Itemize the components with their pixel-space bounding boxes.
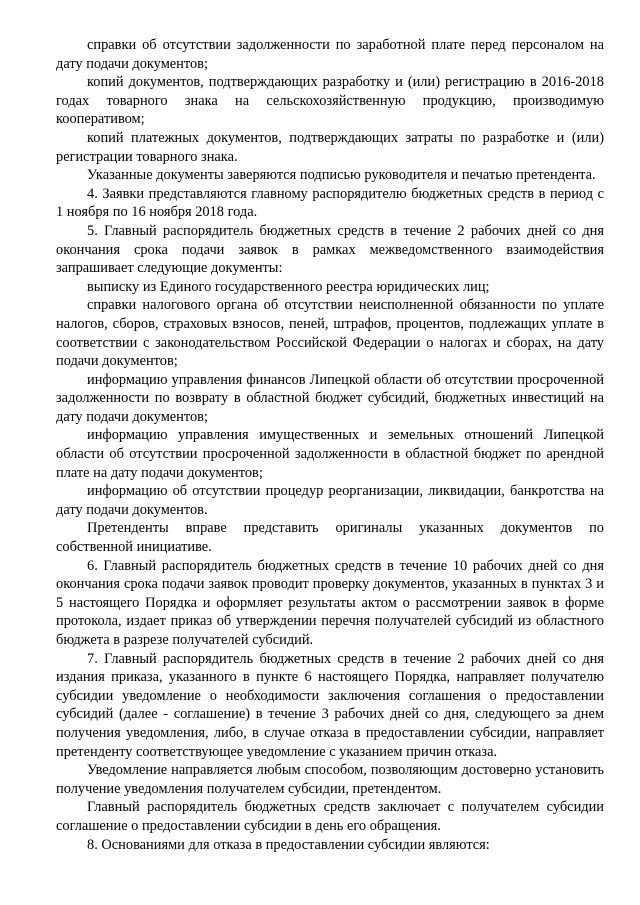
paragraph-reorganization-info: информацию об отсутствии процедур реорганизации, ликвидации, банкротства на дату подачи документов. bbox=[56, 483, 604, 518]
paragraph-item-8: 8. Основаниями для отказа в предоставлении субсидии являются: bbox=[87, 836, 490, 853]
paragraph-own-initiative: Претенденты вправе представить оригиналы указанных документов по собственной инициативе. bbox=[56, 520, 604, 556]
paragraph-item-5: 5. Главный распорядитель бюджетных средств в течение 2 рабочих дней со дня окончания срока подачи заявок в рамках межведомственного взаимодействия запрашивает следующие документы: bbox=[56, 222, 604, 277]
paragraph-property-info: информацию управления имущественных и земельных отношений Липецкой области об отсутствии просроченной задолженности в областной бюджет по арендной плате на дату подачи документов; bbox=[56, 427, 604, 481]
paragraph-certification: Указанные документы заверяются подписью руководителя и печатью претендента. bbox=[87, 167, 596, 184]
paragraph-notification: Уведомление направляется любым способом, позволяющим достоверно установить получение уведомления получателем субсидии, претендентом. bbox=[56, 762, 604, 797]
paragraph-tax-certificate: справки налогового органа об отсутствии неисполненной обязанности по уплате налогов, сборов, страховых взносов, пеней, штрафов, процентов, подлежащих уплате в соответствии с законодательством Российской Федерации о налогах и сборах, на дату подачи документов; bbox=[56, 297, 604, 370]
paragraph-finance-info: информацию управления финансов Липецкой области об отсутствии просроченной задолженности по возврату в областной бюджет субсидий, бюджетных инвестиций на дату подачи документов; bbox=[56, 371, 604, 425]
document-body bbox=[56, 36, 604, 854]
paragraph-payment-copies: копий платежных документов, подтверждающих затраты по разработке и (или) регистрации товарного знака. bbox=[56, 129, 604, 165]
paragraph-item-7: 7. Главный распорядитель бюджетных средств в течение 2 рабочих дней со дня издания приказа, указанного в пункте 6 настоящего Порядка, направляет получателю субсидии уведомление о необходимости заключения соглашения о предоставлении субсидий (далее - соглашение) в течение 3 рабочих дней со дня, следующего за днем получения уведомления, либо, в случае отказа в предоставлении субсидии, направляет претенденту соответствующее уведомление с указанием причин отказа. bbox=[56, 650, 604, 760]
paragraph-registry-extract: выписку из Единого государственного реестра юридических лиц; bbox=[87, 278, 490, 295]
paragraph-agreement: Главный распорядитель бюджетных средств заключает с получателем субсидии соглашение о предоставлении субсидии в день его обращения. bbox=[56, 799, 604, 834]
paragraph-item-6: 6. Главный распорядитель бюджетных средств в течение 10 рабочих дней со дня окончания срока подачи заявок проводит проверку документов, указанных в пунктах 3 и 5 настоящего Порядка и оформляет результаты актом о рассмотрении заявок в форме протокола, издает приказ об утверждении перечня получателей субсидий из областного бюджета в разрезе получателей субсидий. bbox=[56, 557, 604, 648]
paragraph-trademark-copies: копий документов, подтверждающих разработку и (или) регистрацию в 2016-2018 годах товарного знака на сельскохозяйственную продукцию, производимую кооперативом; bbox=[56, 74, 604, 128]
paragraph-item-4: 4. Заявки представляются главному распорядителю бюджетных средств в период с 1 ноября по 16 ноября 2018 года. bbox=[56, 185, 604, 221]
paragraph-salary-certificate: справки об отсутствии задолженности по заработной плате перед персоналом на дату подачи документов; bbox=[56, 37, 604, 72]
